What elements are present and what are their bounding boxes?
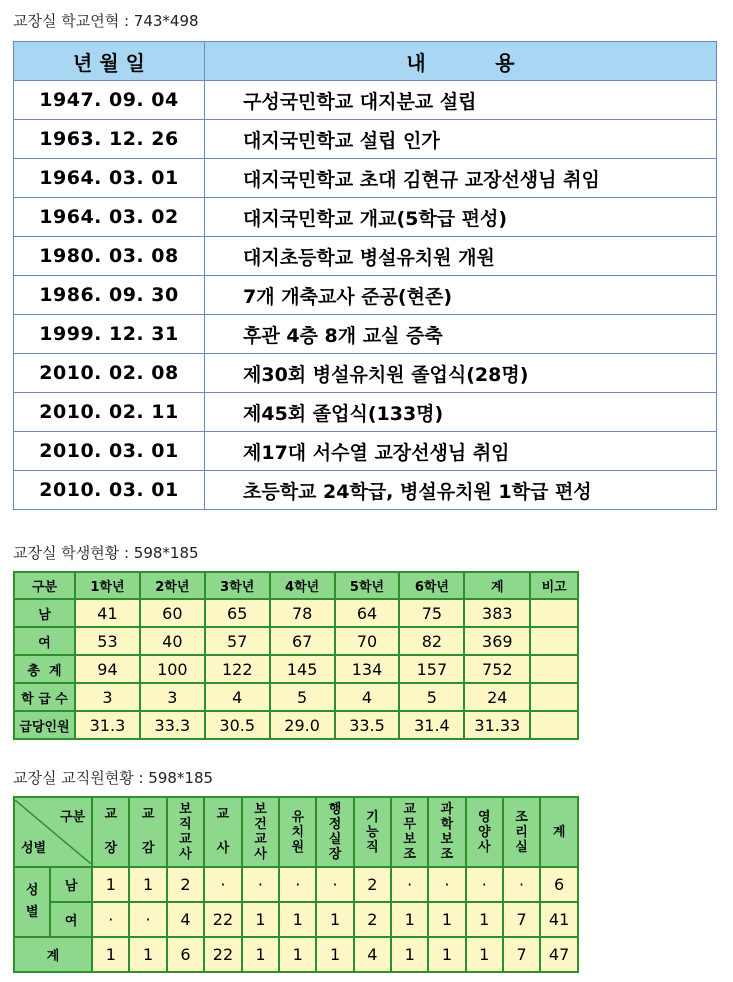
history-content: 제45회 졸업식(133명)	[205, 393, 717, 432]
students-cell: 4	[205, 683, 270, 711]
history-date: 1986. 09. 30	[14, 276, 205, 315]
staff-total-label: 계	[14, 937, 92, 972]
staff-total-cell: 47	[540, 937, 578, 972]
staff-cell: 7	[503, 902, 540, 937]
staff-total-cell: 1	[279, 937, 316, 972]
history-row	[14, 237, 717, 276]
history-row	[14, 81, 717, 120]
history-row	[14, 354, 717, 393]
staff-cell: 22	[204, 902, 242, 937]
staff-header-label: 영양사	[477, 809, 491, 855]
staff-group-text: 성별	[25, 883, 39, 920]
staff-total-cell: 1	[316, 937, 353, 972]
staff-header-label: 교무보조	[403, 802, 416, 862]
students-row	[14, 599, 578, 627]
staff-caption: 교장실 교직원현황 : 598*185	[13, 769, 214, 787]
history-row	[14, 432, 717, 471]
staff-header-cell	[129, 797, 166, 867]
history-content: 초등학교 24학급, 병설유치원 1학급 편성	[205, 471, 717, 510]
staff-header-cell	[540, 797, 578, 867]
students-header-row	[14, 572, 578, 599]
history-content: 제17대 서수열 교장선생님 취임	[205, 432, 717, 471]
staff-cell: ·	[242, 867, 279, 902]
students-cell: 94	[75, 655, 140, 683]
students-cell: 70	[335, 627, 400, 655]
history-row	[14, 198, 717, 237]
students-row-label: 여	[14, 627, 75, 655]
staff-header-label: 교 사	[216, 807, 230, 856]
students-cell: 41	[75, 599, 140, 627]
students-cell: 24	[464, 683, 530, 711]
staff-cell: 1	[242, 902, 279, 937]
staff-cell: ·	[204, 867, 242, 902]
students-row	[14, 655, 578, 683]
students-cell: 30.5	[205, 711, 270, 739]
students-cell	[530, 683, 578, 711]
students-cell: 33.3	[140, 711, 205, 739]
staff-header-label: 유치원	[291, 809, 305, 855]
staff-cell: 1	[391, 902, 428, 937]
staff-cell: ·	[503, 867, 540, 902]
history-row	[14, 159, 717, 198]
staff-cell: 1	[466, 902, 503, 937]
staff-cell: ·	[279, 867, 316, 902]
history-date: 1947. 09. 04	[14, 81, 205, 120]
students-cell: 78	[270, 599, 335, 627]
history-caption: 교장실 학교연혁 : 743*498	[13, 12, 199, 30]
students-cell: 33.5	[335, 711, 400, 739]
history-row	[14, 120, 717, 159]
students-row-label: 급당인원	[14, 711, 75, 739]
staff-cell: 2	[167, 867, 204, 902]
history-header-row	[14, 42, 717, 81]
history-content: 7개 개축교사 준공(현존)	[205, 276, 717, 315]
students-header-cell: 비고	[530, 572, 578, 599]
staff-header-cell	[428, 797, 465, 867]
students-row	[14, 627, 578, 655]
students-cell: 75	[399, 599, 464, 627]
students-cell: 40	[140, 627, 205, 655]
students-cell: 65	[205, 599, 270, 627]
students-header-cell: 계	[464, 572, 530, 599]
history-date: 1999. 12. 31	[14, 315, 205, 354]
staff-cell: ·	[466, 867, 503, 902]
history-content: 대지국민학교 개교(5학급 편성)	[205, 198, 717, 237]
staff-total-row	[14, 937, 578, 972]
students-cell: 369	[464, 627, 530, 655]
staff-cell: 2	[354, 867, 391, 902]
history-header-content: 내 용	[205, 42, 717, 81]
students-caption: 교장실 학생현황 : 598*185	[13, 544, 199, 562]
staff-header-cell	[92, 797, 129, 867]
history-content: 대지국민학교 설립 인가	[205, 120, 717, 159]
students-cell: 53	[75, 627, 140, 655]
history-row	[14, 315, 717, 354]
students-cell: 31.33	[464, 711, 530, 739]
history-date: 1980. 03. 08	[14, 237, 205, 276]
staff-header-cell	[204, 797, 242, 867]
history-table	[13, 41, 717, 510]
students-cell	[530, 711, 578, 739]
staff-header-label: 계	[552, 824, 566, 840]
staff-total-cell: 1	[466, 937, 503, 972]
students-cell: 57	[205, 627, 270, 655]
staff-header-label: 보직교사	[179, 802, 192, 862]
staff-cell: 1	[428, 902, 465, 937]
students-cell: 383	[464, 599, 530, 627]
students-cell: 100	[140, 655, 205, 683]
history-row	[14, 471, 717, 510]
staff-total-cell: 4	[354, 937, 391, 972]
staff-cell: ·	[316, 867, 353, 902]
students-cell: 64	[335, 599, 400, 627]
staff-cell: 6	[540, 867, 578, 902]
students-header-cell: 3학년	[205, 572, 270, 599]
staff-total-cell: 1	[428, 937, 465, 972]
students-row	[14, 683, 578, 711]
history-date: 2010. 02. 11	[14, 393, 205, 432]
students-cell: 157	[399, 655, 464, 683]
staff-row	[14, 902, 578, 937]
staff-cell: 2	[354, 902, 391, 937]
staff-header-cell	[279, 797, 316, 867]
staff-cell: 41	[540, 902, 578, 937]
history-date: 2010. 03. 01	[14, 471, 205, 510]
staff-header-label: 과학보조	[440, 802, 454, 862]
staff-total-cell: 1	[92, 937, 129, 972]
students-cell: 3	[140, 683, 205, 711]
staff-cell: 1	[129, 867, 166, 902]
staff-total-cell: 22	[204, 937, 242, 972]
history-date: 1964. 03. 01	[14, 159, 205, 198]
staff-header-cell	[391, 797, 428, 867]
staff-header-label: 교 장	[104, 807, 118, 856]
staff-header-label: 기능직	[366, 809, 379, 855]
students-cell	[530, 655, 578, 683]
students-cell: 31.3	[75, 711, 140, 739]
history-date: 1964. 03. 02	[14, 198, 205, 237]
students-cell: 5	[399, 683, 464, 711]
staff-total-cell: 1	[129, 937, 166, 972]
students-cell: 31.4	[399, 711, 464, 739]
students-header-cell: 1학년	[75, 572, 140, 599]
staff-cell: ·	[92, 902, 129, 937]
history-row	[14, 393, 717, 432]
staff-table	[13, 796, 579, 973]
staff-header-cell	[242, 797, 279, 867]
staff-cell: 1	[316, 902, 353, 937]
students-cell: 60	[140, 599, 205, 627]
students-cell: 145	[270, 655, 335, 683]
staff-group-label	[14, 867, 50, 937]
staff-cell: 1	[92, 867, 129, 902]
staff-corner-top: 구분	[60, 810, 86, 825]
staff-total-cell: 6	[167, 937, 204, 972]
students-cell: 4	[335, 683, 400, 711]
staff-cell: ·	[129, 902, 166, 937]
staff-row-label: 여	[50, 902, 92, 937]
staff-total-cell: 1	[242, 937, 279, 972]
staff-cell: 4	[167, 902, 204, 937]
staff-header-label: 교 감	[141, 807, 155, 856]
students-header-cell: 2학년	[140, 572, 205, 599]
staff-header-row	[14, 797, 578, 867]
students-row	[14, 711, 578, 739]
students-row-label: 총 계	[14, 655, 75, 683]
history-row	[14, 276, 717, 315]
history-date: 2010. 02. 08	[14, 354, 205, 393]
history-header-date: 년 월 일	[14, 42, 205, 81]
students-cell: 122	[205, 655, 270, 683]
staff-row	[14, 867, 578, 902]
staff-corner-bottom: 성별	[21, 841, 47, 856]
staff-corner-cell	[14, 797, 92, 867]
staff-header-label: 조리실	[515, 809, 528, 855]
students-header-cell: 6학년	[399, 572, 464, 599]
staff-header-label: 행정실장	[328, 802, 342, 862]
students-header-cell: 구분	[14, 572, 75, 599]
staff-cell: ·	[391, 867, 428, 902]
students-cell: 134	[335, 655, 400, 683]
staff-cell: ·	[428, 867, 465, 902]
staff-header-cell	[503, 797, 540, 867]
staff-header-label: 보건교사	[254, 802, 267, 862]
students-row-label: 학 급 수	[14, 683, 75, 711]
students-cell: 82	[399, 627, 464, 655]
students-cell: 752	[464, 655, 530, 683]
staff-row-label: 남	[50, 867, 92, 902]
students-cell: 29.0	[270, 711, 335, 739]
history-content: 구성국민학교 대지분교 설립	[205, 81, 717, 120]
students-cell	[530, 599, 578, 627]
history-content: 대지국민학교 초대 김현규 교장선생님 취임	[205, 159, 717, 198]
students-cell: 3	[75, 683, 140, 711]
students-cell: 5	[270, 683, 335, 711]
staff-cell: 1	[279, 902, 316, 937]
staff-header-cell	[167, 797, 204, 867]
students-row-label: 남	[14, 599, 75, 627]
students-cell	[530, 627, 578, 655]
history-content: 대지초등학교 병설유치원 개원	[205, 237, 717, 276]
students-header-cell: 4학년	[270, 572, 335, 599]
students-header-cell: 5학년	[335, 572, 400, 599]
history-content: 제30회 병설유치원 졸업식(28명)	[205, 354, 717, 393]
staff-total-cell: 1	[391, 937, 428, 972]
history-content: 후관 4층 8개 교실 증축	[205, 315, 717, 354]
staff-header-cell	[316, 797, 353, 867]
staff-header-cell	[354, 797, 391, 867]
staff-header-cell	[466, 797, 503, 867]
students-table	[13, 571, 579, 740]
staff-total-cell: 7	[503, 937, 540, 972]
history-date: 2010. 03. 01	[14, 432, 205, 471]
history-date: 1963. 12. 26	[14, 120, 205, 159]
students-cell: 67	[270, 627, 335, 655]
